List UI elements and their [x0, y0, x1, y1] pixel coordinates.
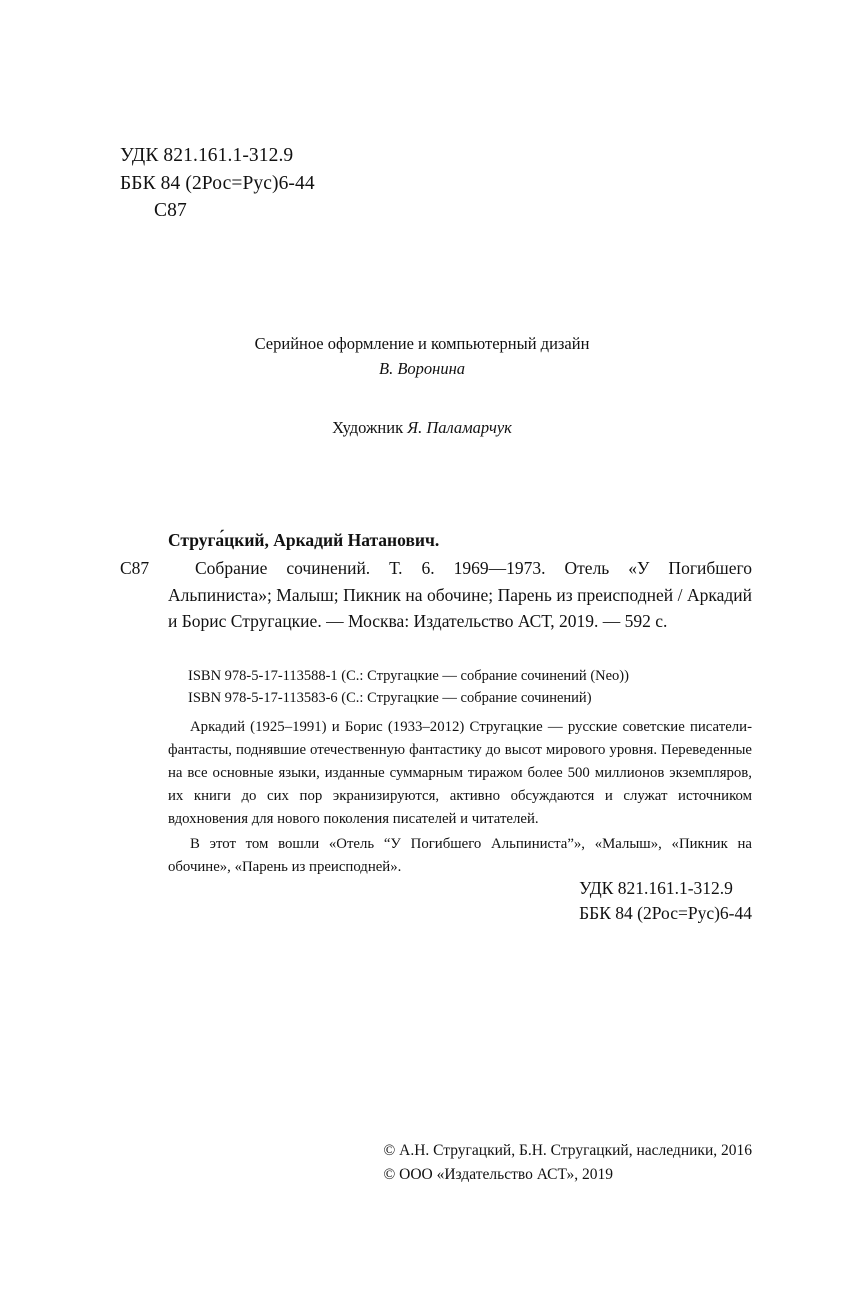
- isbn-line-neo: ISBN 978-5-17-113588-1 (С.: Стругацкие — собрание сочинений (Neo)): [188, 668, 629, 684]
- author-sign-code: С87: [154, 200, 187, 222]
- artist-label: Художник: [332, 418, 404, 437]
- record-shelfmark: С87: [120, 558, 150, 578]
- isbn-block: [188, 666, 629, 710]
- classification-repeat-block: [579, 876, 752, 926]
- copyright-authors: © А.Н. Стругацкий, Б.Н. Стругацкий, наследники, 2016: [383, 1142, 752, 1159]
- classification-block: [120, 142, 315, 225]
- bibliographic-record: [120, 530, 752, 635]
- artist-name: Я. Паламарчук: [407, 418, 512, 437]
- bbk-code: ББК 84 (2Рос=Рус)6-44: [120, 172, 315, 194]
- artist-credit: [0, 418, 844, 438]
- record-body: [120, 555, 752, 635]
- annotation-paragraph-authors: Аркадий (1925–1991) и Борис (1933–2012) Стругацкие — русские советские писатели-фантасты, поднявшие отечественную фантастику до высот мирового уровня. Переведенные на все основные языки, изданные суммарным тиражом более 500 миллионов экземпляров, их книги до сих пор экранизируются, активно обсуждаются и служат источником вдохновения для нового поколения писателей и читателей.: [168, 719, 752, 828]
- record-author: Струга́цкий, Аркадий Натанович.: [168, 530, 440, 550]
- record-description: Собрание сочинений. Т. 6. 1969—1973. Отель «У Погибшего Альпиниста»; Малыш; Пикник на обочине; Парень из преисподней / Аркадий и Борис Стругацкие. — Москва: Издательство АСТ, 2019. — 592 с.: [168, 558, 752, 632]
- annotation-block: [168, 716, 752, 880]
- isbn-line-main: ISBN 978-5-17-113583-6 (С.: Стругацкие — собрание сочинений): [188, 689, 592, 706]
- design-credits: [0, 332, 844, 382]
- design-credit-line: Серийное оформление и компьютерный дизайн: [254, 334, 590, 353]
- designer-name: В. Воронина: [378, 358, 466, 378]
- copyright-block: [384, 1139, 753, 1186]
- annotation-paragraph-contents: В этот том вошли «Отель “У Погибшего Альпиниста”», «Малыш», «Пикник на обочине», «Парень из преисподней».: [168, 836, 752, 876]
- copyright-publisher: © ООО «Издательство АСТ», 2019: [383, 1165, 614, 1183]
- udk-code: УДК 821.161.1-312.9: [120, 145, 294, 166]
- bbk-code-repeat: ББК 84 (2Рос=Рус)6-44: [579, 902, 752, 923]
- udk-code-repeat: УДК 821.161.1-312.9: [579, 878, 733, 898]
